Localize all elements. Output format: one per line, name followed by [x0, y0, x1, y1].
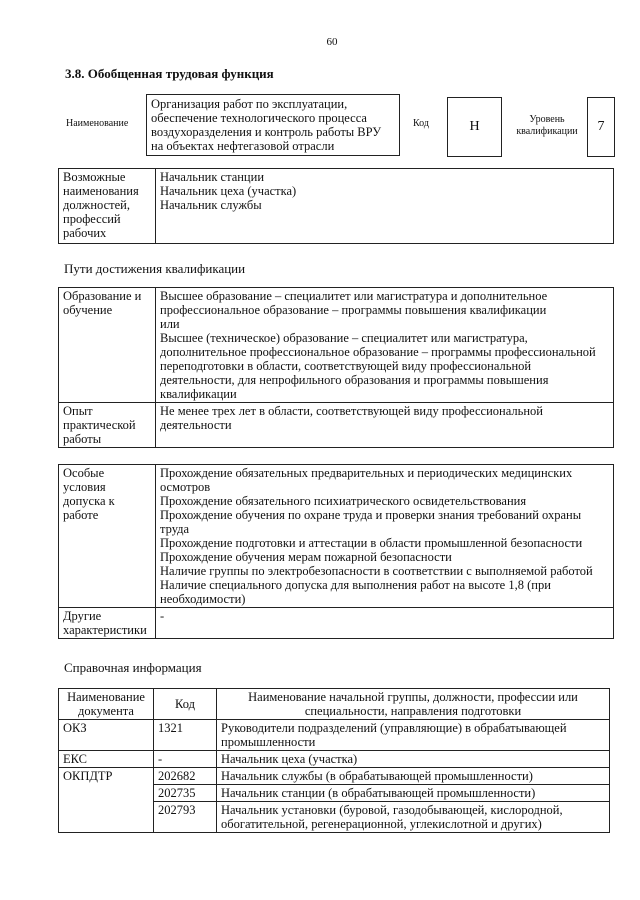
value-line: Прохождение обучения по охране труда и проверки знания требований охраны [160, 508, 582, 522]
value-line: Высшее образование – специалитет или магистратура и дополнительное [160, 289, 548, 303]
reference-title: Справочная информация [64, 660, 202, 675]
label-line: практической [63, 418, 136, 432]
value-line: необходимости) [160, 592, 246, 606]
table-row [59, 465, 614, 608]
name-line: Начальник станции (в обрабатывающей промышленности) [221, 786, 536, 800]
value-line: деятельности [160, 418, 232, 432]
header-line: специальности, направления подготовки [304, 704, 522, 718]
table-row [59, 403, 614, 448]
table-row [59, 288, 614, 403]
value-line: Высшее (техническое) образование – специалитет или магистратура, [160, 331, 528, 345]
document-cell: ОКПДТР [59, 768, 154, 785]
paths-title: Пути достижения квалификации [64, 261, 246, 276]
function-name-box [146, 94, 400, 156]
level-label-line: квалификации [516, 126, 578, 137]
level-value: 7 [597, 119, 605, 134]
label-line: допуска к [63, 494, 115, 508]
label-line: условия [63, 480, 106, 494]
label-line: Возможные [63, 170, 126, 184]
experience-value [156, 403, 614, 448]
code-value: Н [469, 119, 480, 134]
experience-label [59, 403, 156, 448]
column-header-document [59, 689, 154, 720]
name-line: Начальник цеха (участка) [221, 752, 358, 766]
value-line: Наличие группы по электробезопасности в соответствии с выполняемой работой [160, 564, 593, 578]
value-line: труда [160, 522, 190, 536]
name-line: воздухоразделения и контроль работы ВРУ [151, 125, 382, 139]
value-line: или [160, 317, 180, 331]
header-line: Наименование начальной группы, должности, профессии или [248, 690, 578, 704]
conditions-value [156, 465, 614, 608]
name-cell [217, 751, 610, 768]
level-label [508, 114, 586, 138]
section-title: 3.8. Обобщенная трудовая функция [65, 66, 274, 81]
code-value-box [447, 97, 502, 157]
value-line: Не менее трех лет в области, соответствующей виду профессиональной [160, 404, 543, 418]
positions-table [58, 168, 614, 244]
value-line: Прохождение обязательного психиатрического освидетельствования [160, 494, 527, 508]
value-line: Начальник цеха (участка) [160, 184, 297, 198]
conditions-table [58, 464, 614, 639]
code-label: Код [413, 118, 429, 129]
value-line: Прохождение обучения мерам пожарной безопасности [160, 550, 452, 564]
value-line: переподготовки в области, соответствующей виду профессиональной [160, 359, 532, 373]
other-value: - [156, 608, 614, 639]
page-number: 60 [326, 36, 338, 48]
name-cell [217, 785, 610, 802]
name-line: обеспечение технологического процесса [151, 111, 367, 125]
positions-label [59, 169, 156, 244]
value-line: осмотров [160, 480, 211, 494]
label-line: работе [63, 508, 99, 522]
label-line: рабочих [63, 226, 107, 240]
label-line: Образование и [63, 289, 142, 303]
value-line: Прохождение обязательных предварительных и периодических медицинских [160, 466, 573, 480]
label-line: обучение [63, 303, 113, 317]
code-cell: - [154, 751, 217, 768]
level-value-box [587, 97, 615, 157]
value-line: Начальник станции [160, 170, 265, 184]
name-cell [217, 720, 610, 751]
name-line: обогатительной, регенерационной, углекислотной и других) [221, 817, 542, 831]
name-cell [217, 768, 610, 785]
label-line: профессий [63, 212, 121, 226]
label-line: Особые [63, 466, 105, 480]
name-cell [217, 802, 610, 833]
name-line: Начальник службы (в обрабатывающей промышленности) [221, 769, 533, 783]
document-cell: ОКЗ [59, 720, 154, 751]
label-line: Опыт [63, 404, 93, 418]
label-line: наименования [63, 184, 139, 198]
code-cell: 1321 [154, 720, 217, 751]
header-line: документа [78, 704, 134, 718]
name-label: Наименование [66, 118, 129, 129]
education-label [59, 288, 156, 403]
label-line: характеристики [63, 623, 147, 637]
name-line: промышленности [221, 735, 316, 749]
code-cell: 202793 [154, 802, 217, 833]
table-row [59, 169, 614, 244]
other-label [59, 608, 156, 639]
table-row [59, 768, 610, 785]
name-line: Начальник установки (буровой, газодобывающей, кислородной, [221, 803, 563, 817]
label-line: должностей, [63, 198, 130, 212]
value-line: квалификации [160, 387, 237, 401]
table-row [59, 751, 610, 768]
value-line: Наличие специального допуска для выполнения работ на высоте 1,8 (при [160, 578, 551, 592]
table-row [59, 608, 614, 639]
header-line: Наименование [67, 690, 145, 704]
table-row [59, 785, 610, 802]
column-header-code: Код [154, 689, 217, 720]
label-line: Другие [63, 609, 102, 623]
reference-table [58, 688, 610, 833]
value-line: профессиональное образование – программы повышения квалификации [160, 303, 547, 317]
value-line: дополнительное профессиональное образование – программы профессиональной [160, 345, 596, 359]
education-value [156, 288, 614, 403]
table-header-row [59, 689, 610, 720]
label-line: работы [63, 432, 102, 446]
positions-value [156, 169, 614, 244]
document-cell [59, 785, 154, 802]
qualification-paths-table [58, 287, 614, 448]
table-row [59, 802, 610, 833]
table-row [59, 720, 610, 751]
code-cell: 202735 [154, 785, 217, 802]
level-label-line: Уровень [529, 114, 565, 125]
value-line: деятельности, для непрофильного образования и программы повышения [160, 373, 549, 387]
code-cell: 202682 [154, 768, 217, 785]
document-cell [59, 802, 154, 833]
value-line: Начальник службы [160, 198, 262, 212]
conditions-label [59, 465, 156, 608]
name-line: на объектах нефтегазовой отрасли [151, 139, 335, 153]
document-cell: ЕКС [59, 751, 154, 768]
value-line: Прохождение подготовки и аттестации в области промышленной безопасности [160, 536, 583, 550]
name-line: Организация работ по эксплуатации, [151, 97, 348, 111]
name-line: Руководители подразделений (управляющие) в обрабатывающей [221, 721, 567, 735]
column-header-name [217, 689, 610, 720]
